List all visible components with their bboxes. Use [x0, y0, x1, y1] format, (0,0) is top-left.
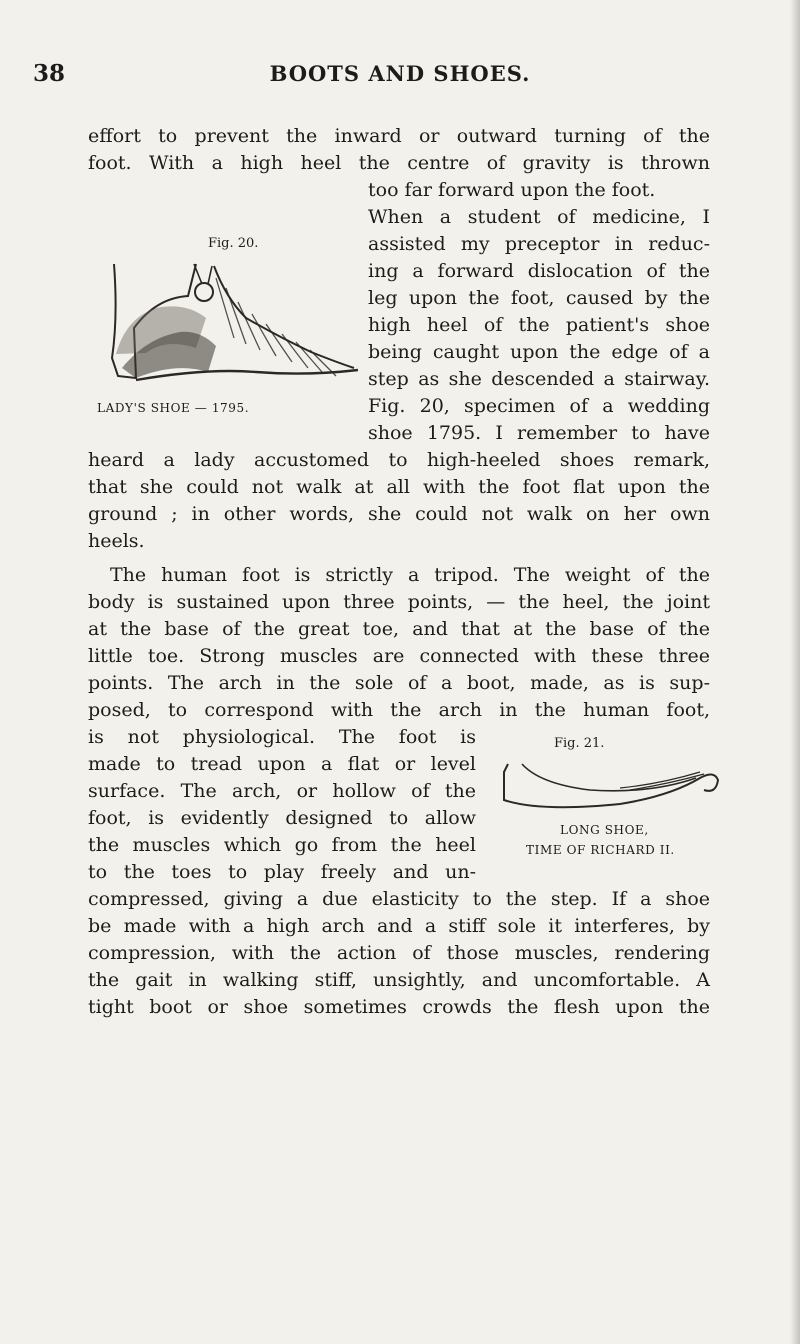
text-line: being caught upon the edge of a: [368, 341, 710, 363]
text-line: the muscles which go from the heel: [88, 834, 476, 856]
text-line: ing a forward dislocation of the: [368, 260, 710, 282]
figure-21-caption-line1: LONG SHOE,: [560, 823, 649, 837]
text-line: too far forward upon the foot.: [368, 179, 656, 201]
figure-20-label: Fig. 20.: [208, 236, 259, 251]
text-line: step as she descended a stairway.: [368, 368, 710, 390]
text-line: made to tread upon a flat or level: [88, 753, 476, 775]
text-line: The human foot is strictly a tripod. The weight of the: [110, 564, 710, 586]
text-line: effort to prevent the inward or outward turning of the: [88, 125, 710, 147]
text-line: points. The arch in the sole of a boot, made, as is sup-: [88, 672, 710, 694]
text-line: assisted my preceptor in reduc-: [368, 233, 710, 255]
running-head: BOOTS AND SHOES.: [269, 61, 531, 86]
text-line: to the toes to play freely and un-: [88, 861, 476, 883]
text-line: heels.: [88, 530, 145, 552]
figure-21-label: Fig. 21.: [554, 736, 605, 751]
text-line: that she could not walk at all with the foot flat upon the: [88, 476, 710, 498]
figure-20-shoe-illustration: [96, 258, 358, 390]
text-line: heard a lady accustomed to high-heeled shoes remark,: [88, 449, 710, 471]
text-line: posed, to correspond with the arch in the human foot,: [88, 699, 710, 721]
text-line: is not physiological. The foot is: [88, 726, 476, 748]
page-number: 38: [33, 60, 66, 87]
text-line: foot, is evidently designed to allow: [88, 807, 476, 829]
text-line: at the base of the great toe, and that at the base of the: [88, 618, 710, 640]
text-line: surface. The arch, or hollow of the: [88, 780, 476, 802]
text-line: ground ; in other words, she could not walk on her own: [88, 503, 710, 525]
text-line: foot. With a high heel the centre of gravity is thrown: [88, 152, 710, 174]
text-line: the gait in walking stiff, unsightly, and uncomfortable. A: [88, 969, 710, 991]
text-line: body is sustained upon three points, — the heel, the joint: [88, 591, 710, 613]
text-line: When a student of medicine, I: [368, 206, 710, 228]
figure-21-caption-line2: TIME OF RICHARD II.: [526, 843, 675, 857]
text-line: shoe 1795. I remember to have: [368, 422, 710, 444]
text-line: Fig. 20, specimen of a wedding: [368, 395, 710, 417]
text-line: compressed, giving a due elasticity to the step. If a shoe: [88, 888, 710, 910]
text-line: compression, with the action of those muscles, rendering: [88, 942, 710, 964]
figure-20-caption: LADY'S SHOE — 1795.: [97, 401, 250, 415]
figure-21-long-shoe-illustration: [500, 760, 720, 814]
text-line: high heel of the patient's shoe: [368, 314, 710, 336]
text-line: leg upon the foot, caused by the: [368, 287, 710, 309]
text-line: be made with a high arch and a stiff sole it interferes, by: [88, 915, 710, 937]
text-line: little toe. Strong muscles are connected with these three: [88, 645, 710, 667]
text-line: tight boot or shoe sometimes crowds the flesh upon the: [88, 996, 710, 1018]
page-edge-shadow: [790, 0, 800, 1344]
